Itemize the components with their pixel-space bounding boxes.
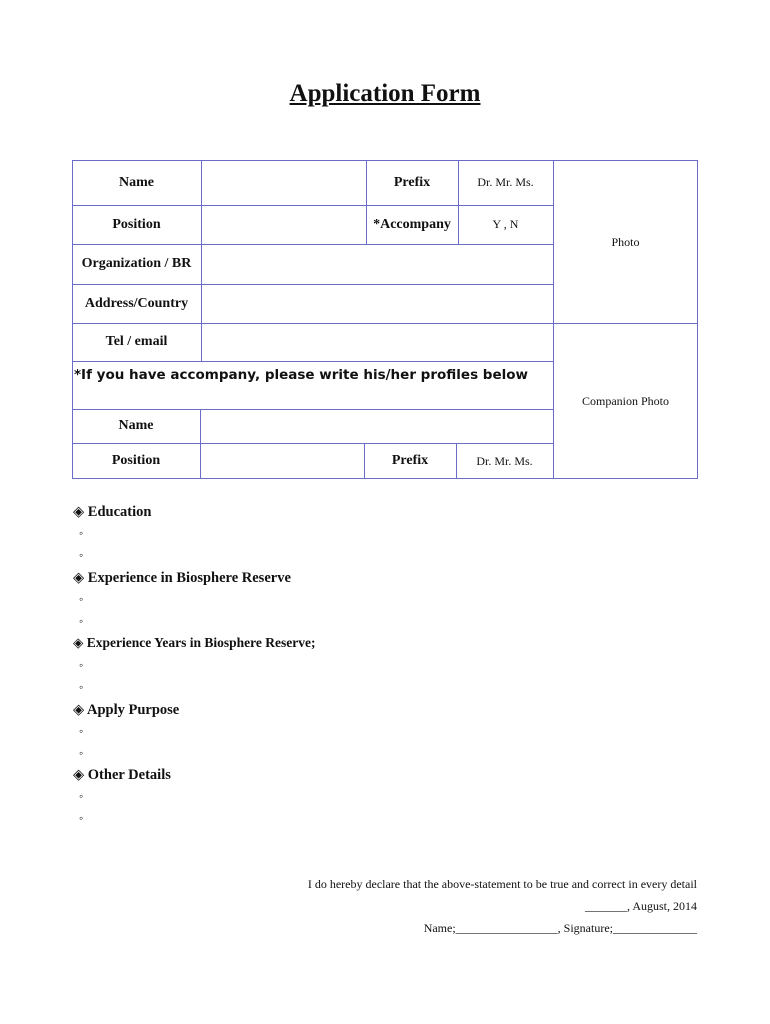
companion-prefix-options[interactable]: Dr. Mr. Ms. xyxy=(476,453,533,468)
education-heading: ◈ Education xyxy=(73,504,152,520)
apply-purpose-item: ◦ xyxy=(79,746,84,760)
prefix-label: Prefix xyxy=(393,174,431,190)
companion-position-label: Position xyxy=(111,453,161,468)
name-label: Name xyxy=(119,174,154,190)
other-details-item: ◦ xyxy=(79,789,84,803)
declaration-signature[interactable]: Name;_________________, Signature;______________ xyxy=(423,921,697,935)
declaration-date[interactable]: _______, August, 2014 xyxy=(584,899,697,913)
experience-item: ◦ xyxy=(79,592,84,606)
companion-name-field[interactable] xyxy=(201,410,553,443)
experience-item: ◦ xyxy=(79,614,84,628)
organization-field[interactable] xyxy=(202,245,553,284)
companion-prefix-label: Prefix xyxy=(391,453,429,468)
address-label: Address/Country xyxy=(84,296,189,311)
companion-note: *If you have accompany, please write his/her profiles below xyxy=(74,367,528,383)
prefix-options[interactable]: Dr. Mr. Ms. xyxy=(477,175,534,189)
name-field[interactable] xyxy=(202,161,366,205)
address-field[interactable] xyxy=(202,285,553,324)
education-item: ◦ xyxy=(79,526,84,540)
apply-purpose-heading: ◈ Apply Purpose xyxy=(73,702,180,718)
page-title: Application Form xyxy=(289,80,481,107)
declaration-statement: I do hereby declare that the above-statement to be true and correct in every detail xyxy=(307,877,697,891)
tel-email-field[interactable] xyxy=(202,324,553,361)
other-details-item: ◦ xyxy=(79,811,84,825)
accompany-options[interactable]: Y , N xyxy=(492,217,519,231)
companion-photo-box[interactable]: Companion Photo xyxy=(581,393,669,408)
position-label: Position xyxy=(112,216,161,232)
tel-email-label: Tel / email xyxy=(105,334,168,349)
accompany-label: *Accompany xyxy=(373,216,451,232)
companion-name-label: Name xyxy=(118,418,154,433)
experience-heading: ◈ Experience in Biosphere Reserve xyxy=(73,570,291,586)
apply-purpose-item: ◦ xyxy=(79,724,84,738)
education-item: ◦ xyxy=(79,548,84,562)
other-details-heading: ◈ Other Details xyxy=(73,767,171,783)
photo-box[interactable]: Photo xyxy=(611,234,640,249)
organization-label: Organization / BR xyxy=(81,256,192,271)
companion-position-field[interactable] xyxy=(201,444,364,479)
experience-years-item: ◦ xyxy=(79,658,84,672)
experience-years-item: ◦ xyxy=(79,680,84,694)
position-field[interactable] xyxy=(202,206,366,244)
experience-years-heading: ◈ Experience Years in Biosphere Reserve; xyxy=(73,635,316,650)
